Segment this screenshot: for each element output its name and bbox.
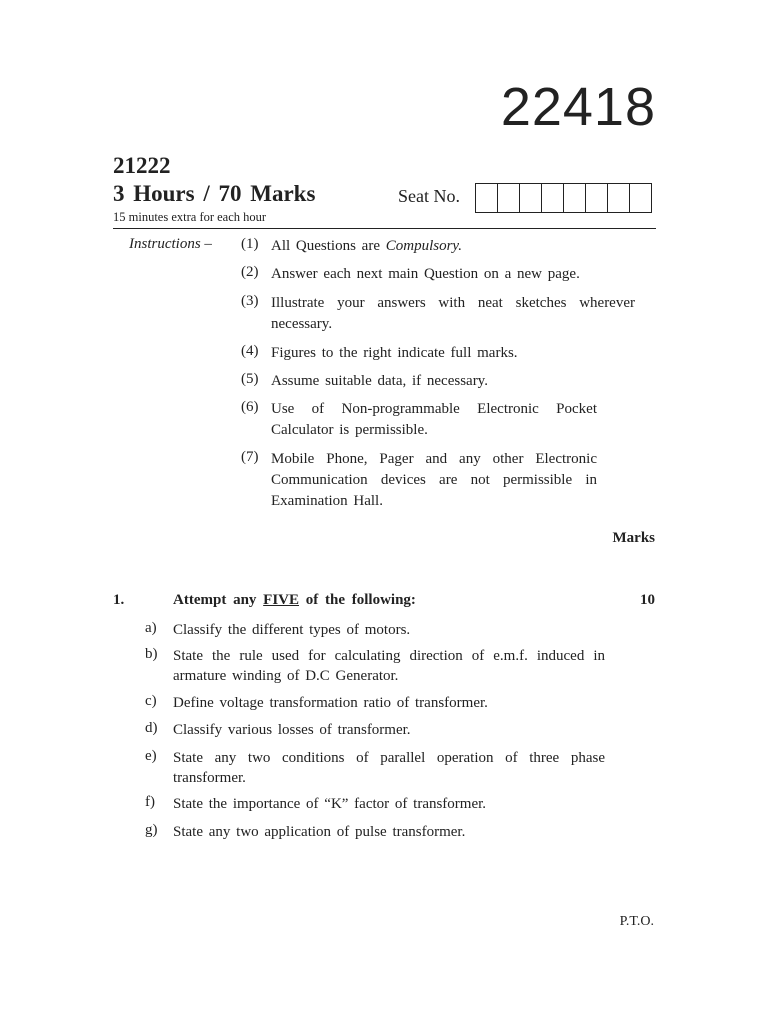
page-turn-over: P.T.O. (619, 914, 654, 929)
sub-question-text: State the rule used for calculating direction of e.m.f. induced in armature winding of D.C Generator. (173, 648, 605, 684)
seat-digit-box[interactable] (498, 184, 520, 212)
paper-code: 22418 (500, 77, 656, 137)
instruction-item: Assume suitable data, if necessary. (271, 373, 488, 389)
sub-question-label: f) (145, 794, 155, 810)
sub-question-label: d) (145, 720, 158, 736)
sub-question-text: Classify various losses of transformer. (173, 722, 411, 738)
question-number: 1. (113, 592, 125, 608)
instruction-item: Answer each next main Question on a new page. (271, 266, 580, 282)
instruction-number: (2) (241, 264, 259, 280)
instruction-number: (6) (241, 399, 259, 415)
sub-question-label: a) (145, 620, 157, 636)
sub-question-text: State the importance of “K” factor of transformer. (173, 796, 487, 812)
question-marks: 10 (640, 592, 655, 608)
instruction-number: (1) (241, 236, 259, 252)
instruction-number: (4) (241, 343, 259, 359)
instruction-item: All Questions are Compulsory. (271, 238, 462, 254)
instruction-number: (7) (241, 449, 259, 465)
seat-digit-box[interactable] (564, 184, 586, 212)
instruction-item: Illustrate your answers with neat sketches wherever necessary. (271, 295, 635, 332)
sub-question-text: State any two conditions of parallel operation of three phase transformer. (173, 750, 605, 786)
sub-question-label: c) (145, 693, 157, 709)
sub-question-label: b) (145, 646, 158, 662)
sub-question-text: Define voltage transformation ratio of transformer. (173, 695, 488, 711)
seat-digit-box[interactable] (542, 184, 564, 212)
seat-digit-box[interactable] (520, 184, 542, 212)
sub-question-label: g) (145, 822, 158, 838)
seat-digit-box[interactable] (608, 184, 630, 212)
seat-digit-box[interactable] (630, 184, 652, 212)
instructions-label: Instructions – (129, 236, 212, 252)
seat-number-boxes[interactable] (475, 183, 652, 213)
sub-question-text: Classify the different types of motors. (173, 622, 411, 638)
seat-digit-box[interactable] (476, 184, 498, 212)
instruction-number: (5) (241, 371, 259, 387)
question-heading: Attempt any FIVE of the following: (173, 592, 416, 608)
instruction-item: Mobile Phone, Pager and any other Electronic Communication devices are not permissible in Examination Hall. (271, 451, 597, 509)
question-choice-count: FIVE (263, 592, 299, 608)
instruction-item: Use of Non-programmable Electronic Pocket Calculator is permissible. (271, 401, 597, 438)
seat-number-label: Seat No. (398, 186, 460, 206)
instruction-number: (3) (241, 293, 259, 309)
exam-code: 21222 (113, 153, 171, 178)
marks-column-heading: Marks (612, 530, 655, 546)
extra-time-note: 15 minutes extra for each hour (113, 210, 267, 224)
seat-digit-box[interactable] (586, 184, 608, 212)
duration-marks: 3 Hours / 70 Marks (113, 181, 316, 206)
sub-question-label: e) (145, 748, 157, 764)
instruction-item: Figures to the right indicate full marks. (271, 345, 518, 361)
sub-question-text: State any two application of pulse transformer. (173, 824, 466, 840)
header-divider (113, 228, 656, 229)
